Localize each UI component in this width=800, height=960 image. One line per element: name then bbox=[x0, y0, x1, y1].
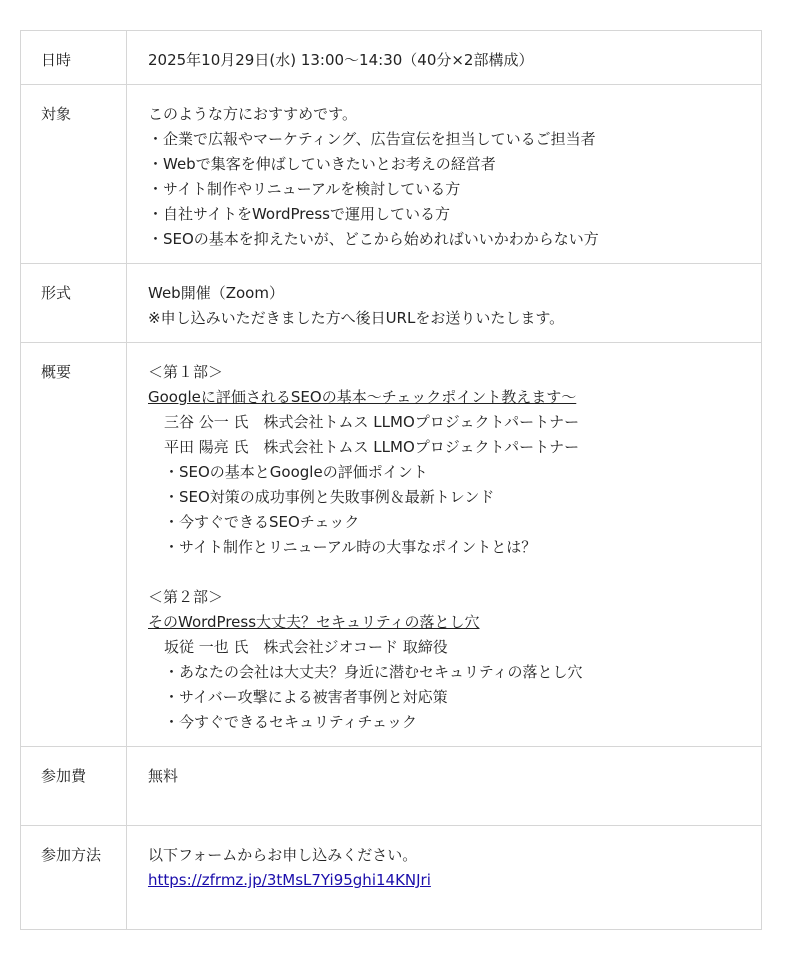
format-type: Web開催（Zoom） bbox=[148, 284, 284, 302]
method-label: 参加方法 bbox=[21, 826, 127, 930]
part1-point: ・今すぐできるSEOチェック bbox=[164, 513, 360, 531]
part1-point: ・SEOの基本とGoogleの評価ポイント bbox=[164, 463, 428, 481]
part2-point: ・サイバー攻撃による被害者事例と対応策 bbox=[164, 688, 448, 706]
target-item: ・自社サイトをWordPressで運用している方 bbox=[148, 205, 450, 223]
target-item: ・サイト制作やリニューアルを検討している方 bbox=[148, 180, 461, 198]
target-item: ・企業で広報やマーケティング、広告宣伝を担当しているご担当者 bbox=[148, 130, 596, 148]
part2-point: ・あなたの会社は大丈夫？身近に潜むセキュリティの落とし穴 bbox=[164, 663, 583, 681]
part1-speaker: 三谷 公一 氏 株式会社トムス LLMOプロジェクトパートナー bbox=[164, 413, 580, 431]
part1-heading: ＜第１部＞ bbox=[148, 363, 224, 381]
format-note: ※申し込みいただきました方へ後日URLをお送りいたします。 bbox=[148, 309, 565, 327]
row-date bbox=[21, 31, 762, 85]
spacer bbox=[148, 560, 751, 585]
method-text: 以下フォームからお申し込みください。 bbox=[148, 846, 418, 864]
fee-label: 参加費 bbox=[21, 747, 127, 826]
part1-speaker: 平田 陽亮 氏 株式会社トムス LLMOプロジェクトパートナー bbox=[164, 438, 580, 456]
date-label: 日時 bbox=[21, 31, 127, 85]
target-intro: このような方におすすめです。 bbox=[148, 105, 357, 123]
row-target bbox=[21, 85, 762, 264]
registration-form-link[interactable]: https://zfrmz.jp/3tMsL7Yi95ghi14KNJri bbox=[148, 871, 431, 889]
part2-speaker: 坂従 一也 氏 株式会社ジオコード 取締役 bbox=[164, 638, 448, 656]
target-value-cell bbox=[127, 85, 762, 264]
method-value-cell bbox=[127, 826, 762, 930]
fee-value: 無料 bbox=[148, 767, 179, 785]
part1-point: ・サイト制作とリニューアル時の大事なポイントとは？ bbox=[164, 538, 537, 556]
part2-heading: ＜第２部＞ bbox=[148, 588, 224, 606]
part1-point: ・SEO対策の成功事例と失敗事例＆最新トレンド bbox=[164, 488, 495, 506]
row-summary bbox=[21, 343, 762, 747]
row-method bbox=[21, 826, 762, 930]
format-value-cell bbox=[127, 264, 762, 343]
date-value-cell bbox=[127, 31, 762, 85]
part2-point: ・今すぐできるセキュリティチェック bbox=[164, 713, 418, 731]
target-item: ・Webで集客を伸ばしていきたいとお考えの経営者 bbox=[148, 155, 496, 173]
row-format bbox=[21, 264, 762, 343]
summary-value-cell bbox=[127, 343, 762, 747]
date-value: 2025年10月29日(水) 13:00〜14:30（40分×2部構成） bbox=[148, 51, 534, 69]
target-item: ・SEOの基本を抑えたいが、どこから始めればいいかわからない方 bbox=[148, 230, 599, 248]
fee-value-cell bbox=[127, 747, 762, 826]
target-label: 対象 bbox=[21, 85, 127, 264]
part2-title: そのWordPress大丈夫？セキュリティの落とし穴 bbox=[148, 613, 480, 631]
format-label: 形式 bbox=[21, 264, 127, 343]
summary-label: 概要 bbox=[21, 343, 127, 747]
part1-title: Googleに評価されるSEOの基本〜チェックポイント教えます〜 bbox=[148, 388, 577, 406]
event-info-table bbox=[20, 30, 762, 930]
row-fee bbox=[21, 747, 762, 826]
